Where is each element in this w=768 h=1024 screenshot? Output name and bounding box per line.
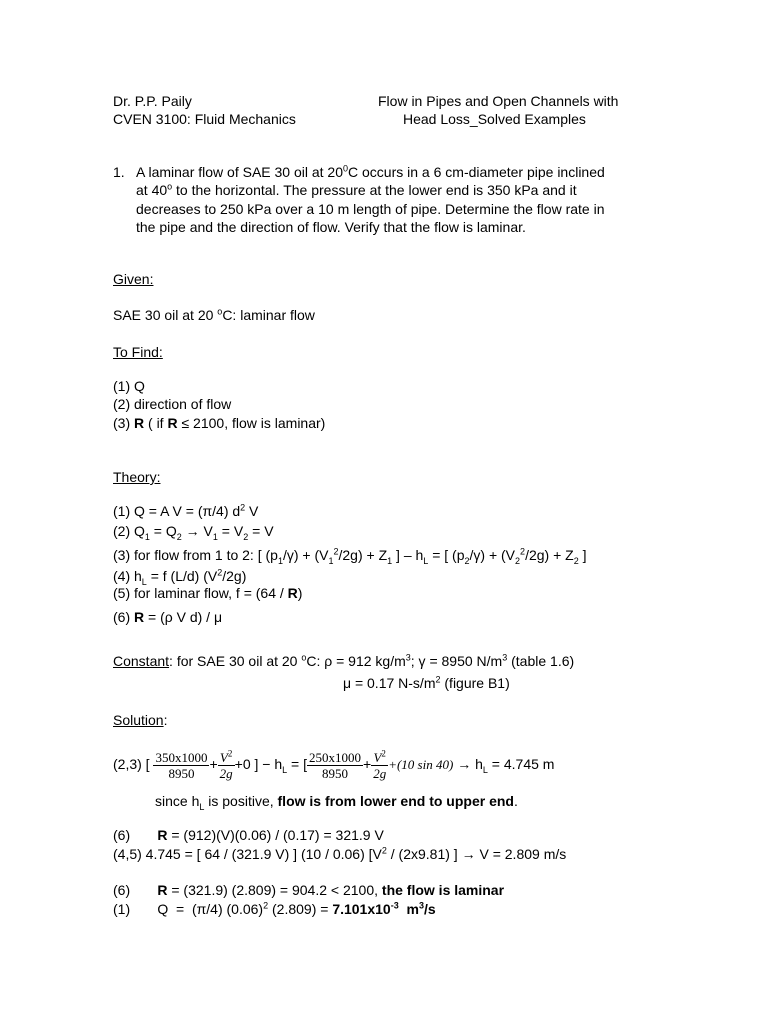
theory-heading: Theory: (113, 469, 161, 485)
document-title-line2: Head Loss_Solved Examples (403, 111, 586, 127)
to-find-item-3: (3) R ( if R ≤ 2100, flow is laminar) (113, 415, 326, 431)
theory-eq-5: (5) for laminar flow, f = (64 / R) (113, 585, 303, 601)
given-text: SAE 30 oil at 20 $^o$C: laminar flow (113, 306, 315, 323)
solution-eq-2-3: (2,3) [ $\frac{350x1000}{8950}$ + $\frac{V^2}{2g}$ +0 ] − $h_L$ = [ $\frac{250x1000}{8950}$ + $\frac{V^2}{2g}$ +(10 $\sin 40) \to h_L = 4.745$ m (113, 748, 555, 781)
solution-reynolds-check: (6) R = (321.9) (2.809) = 904.2 < 2100, the flow is laminar (113, 882, 505, 898)
solution-heading: Solution: (113, 712, 168, 728)
theory-eq-3: (3) for flow from 1 to 2: [ $(p_1/\gamma) + (V_1^2/2g) + Z_1$ ] – $h_L$ = [ $(p_2/\gamma) + (V_2^2/2g) + Z_2$ ] (113, 546, 587, 566)
to-find-item-1: (1) Q (113, 378, 145, 394)
fraction-pressure-2: $\frac{250x1000}{8950}$ (309, 749, 362, 781)
theory-eq-1: (1) Q = A V = (π/4) $d^2$ V (113, 502, 259, 519)
fraction-pressure-1: $\frac{350x1000}{8950}$ (155, 749, 208, 781)
author: Dr. P.P. Paily (113, 93, 192, 109)
fraction-velocity-head-2: $\frac{V^2}{2g}$ (373, 748, 387, 781)
problem-line-2: at 40$^o$ to the horizontal. The pressure at the lower end is 350 kPa and it (136, 181, 577, 198)
constant-line-1: Constant: for SAE 30 oil at 20 $^o$C: ρ = 912 $kg/m^3$; γ = 8950 $N/m^3$ (table 1.6) (113, 652, 575, 669)
given-heading: Given: (113, 271, 154, 287)
problem-line-1: A laminar flow of SAE 30 oil at $20^0C$ occurs in a 6 cm-diameter pipe inclined (136, 163, 605, 180)
solution-flow-rate: (1) Q = (π/4) $(0.06)^2$ $(2.809) = 7.101x10^{-3}$ $m^3/s$ (113, 900, 436, 917)
solution-since-line: since $h_L$ is positive, flow is from lower end to upper end. (155, 793, 518, 812)
solution-reynolds-expression: (6) R = (912)(V)(0.06) / (0.17) = 321.9 V (113, 827, 384, 843)
to-find-heading: To Find: (113, 344, 163, 360)
to-find-item-2: (2) direction of flow (113, 396, 232, 412)
problem-line-3: decreases to 250 kPa over a 10 m length of pipe. Determine the flow rate in (136, 201, 605, 217)
theory-eq-2: (2) $Q_1 = Q_2 \to V_1 = V_2 = V$ (113, 523, 274, 542)
solution-velocity-equation: (4,5) 4.745 = [ 64 / (321.9 V) ] (10 / 0.06) [$V^2 / (2x9.81)$ ] → V = 2.809 m/s (113, 845, 567, 862)
theory-eq-4: (4) $h_L = f$ (L/d) $(V^2/2g)$ (113, 567, 247, 587)
fraction-velocity-head-1: $\frac{V^2}{2g}$ (219, 748, 233, 781)
theory-eq-6: (6) R = (ρ V d) / μ (113, 609, 223, 625)
course-name: CVEN 3100: Fluid Mechanics (113, 111, 296, 127)
problem-number: 1. (113, 164, 125, 180)
problem-line-4: the pipe and the direction of flow. Verify that the flow is laminar. (136, 219, 526, 235)
constant-line-2: μ = 0.17 $N-s/m^2$ (figure B1) (343, 674, 510, 691)
document-title-line1: Flow in Pipes and Open Channels with (378, 93, 619, 109)
